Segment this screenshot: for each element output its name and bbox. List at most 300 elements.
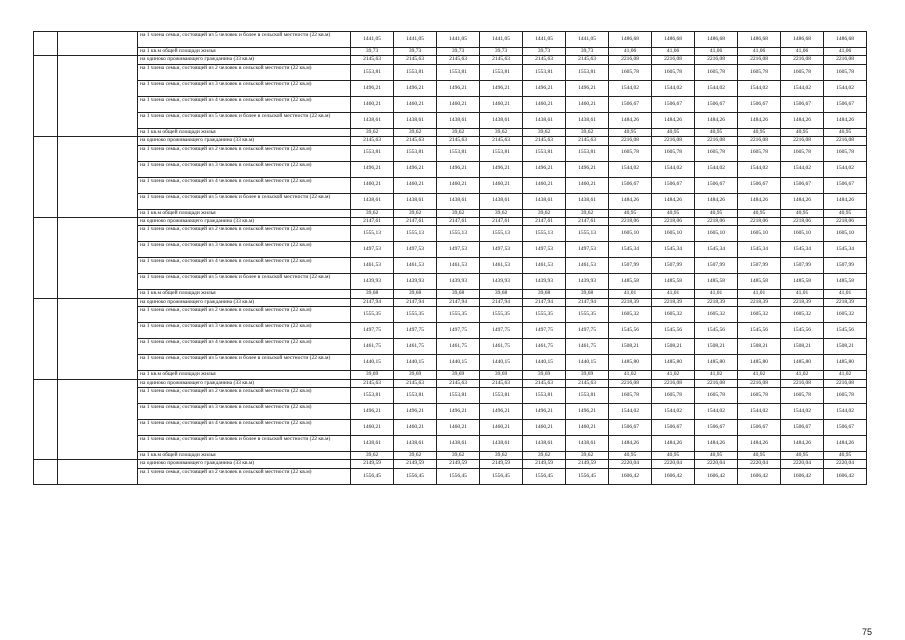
value-cell: 1553,81 xyxy=(566,64,609,80)
value-cell: 39,69 xyxy=(480,371,523,379)
value-cell: 1555,13 xyxy=(480,226,523,242)
value-cell: 1605,78 xyxy=(738,388,781,404)
norm-description: на 1 члена семьи, состоящей из 4 человек в сельской местности (22 кв.м) xyxy=(138,258,351,274)
value-cell: 39,73 xyxy=(523,48,566,56)
value-cell: 1506,67 xyxy=(652,420,695,436)
value-cell: 2218,39 xyxy=(781,298,824,306)
value-cell: 39,73 xyxy=(394,48,437,56)
value-cell: 1545,56 xyxy=(652,323,695,339)
value-cell: 41,06 xyxy=(609,48,652,56)
section-number xyxy=(34,460,58,484)
table-row xyxy=(34,290,867,298)
table-row xyxy=(34,209,867,217)
value-cell: 1460,21 xyxy=(394,177,437,193)
value-cell: 1461,75 xyxy=(566,339,609,355)
value-cell: 1438,61 xyxy=(523,436,566,452)
table-row xyxy=(34,339,867,355)
value-cell: 1460,21 xyxy=(351,96,394,112)
value-cell: 1605,10 xyxy=(695,226,738,242)
value-cell: 2220,04 xyxy=(824,460,867,468)
value-cell: 1497,53 xyxy=(394,242,437,258)
value-cell: 1486,68 xyxy=(738,32,781,48)
value-cell: 1545,56 xyxy=(738,323,781,339)
settlement-name xyxy=(58,32,138,56)
value-cell: 41,06 xyxy=(781,48,824,56)
value-cell: 1484,26 xyxy=(824,436,867,452)
value-cell: 1506,67 xyxy=(652,177,695,193)
value-cell: 1484,26 xyxy=(652,436,695,452)
value-cell: 39,68 xyxy=(480,290,523,298)
value-cell: 1497,53 xyxy=(437,242,480,258)
settlement-name xyxy=(58,460,138,484)
value-cell: 1484,26 xyxy=(738,112,781,128)
value-cell: 1605,32 xyxy=(609,307,652,323)
value-cell: 1605,78 xyxy=(652,64,695,80)
value-cell: 1544,02 xyxy=(652,80,695,96)
value-cell: 1484,26 xyxy=(695,193,738,209)
value-cell: 1497,75 xyxy=(523,323,566,339)
value-cell: 2220,04 xyxy=(652,460,695,468)
value-cell: 1461,75 xyxy=(523,339,566,355)
value-cell: 1508,21 xyxy=(781,339,824,355)
value-cell: 41,01 xyxy=(738,290,781,298)
value-cell: 1605,32 xyxy=(781,307,824,323)
table-row xyxy=(34,298,867,306)
value-cell: 1605,78 xyxy=(695,388,738,404)
value-cell: 1497,75 xyxy=(566,323,609,339)
value-cell: 1438,61 xyxy=(566,112,609,128)
value-cell: 1544,02 xyxy=(824,80,867,96)
value-cell: 1507,99 xyxy=(781,258,824,274)
norm-description: на одиноко проживающего гражданина (33 кв.м) xyxy=(138,298,351,306)
value-cell: 1545,56 xyxy=(695,323,738,339)
value-cell: 1605,78 xyxy=(652,145,695,161)
value-cell: 1605,78 xyxy=(695,64,738,80)
value-cell: 1438,61 xyxy=(351,112,394,128)
value-cell: 1605,10 xyxy=(609,226,652,242)
value-cell: 2145,63 xyxy=(523,379,566,387)
value-cell: 1484,26 xyxy=(652,112,695,128)
value-cell: 1605,78 xyxy=(824,64,867,80)
value-cell: 2145,63 xyxy=(351,137,394,145)
value-cell: 2216,08 xyxy=(609,379,652,387)
value-cell: 2216,08 xyxy=(609,56,652,64)
norm-description: на 1 члена семьи, состоящей из 4 человек в сельской местности (22 кв.м) xyxy=(138,420,351,436)
value-cell: 1440,15 xyxy=(480,355,523,371)
value-cell: 2147,94 xyxy=(566,298,609,306)
value-cell: 39,68 xyxy=(437,290,480,298)
value-cell: 41,02 xyxy=(695,371,738,379)
value-cell: 1507,99 xyxy=(738,258,781,274)
value-cell: 1553,81 xyxy=(351,64,394,80)
value-cell: 1556,45 xyxy=(480,468,523,484)
value-cell: 1438,61 xyxy=(480,436,523,452)
value-cell: 1553,81 xyxy=(351,388,394,404)
value-cell: 1553,81 xyxy=(351,145,394,161)
value-cell: 2149,59 xyxy=(351,460,394,468)
value-cell: 1484,26 xyxy=(781,193,824,209)
value-cell: 2147,94 xyxy=(480,298,523,306)
value-cell: 1545,34 xyxy=(695,242,738,258)
value-cell: 1556,45 xyxy=(523,468,566,484)
value-cell: 1441,05 xyxy=(566,32,609,48)
value-cell: 39,62 xyxy=(566,452,609,460)
value-cell: 1605,10 xyxy=(824,226,867,242)
table-row xyxy=(34,226,867,242)
section-number xyxy=(34,379,58,460)
norm-description: на 1 члена семьи, состоящей из 4 человек в сельской местности (22 кв.м) xyxy=(138,177,351,193)
value-cell: 2147,61 xyxy=(351,218,394,226)
value-cell: 40,95 xyxy=(738,452,781,460)
value-cell: 1507,99 xyxy=(609,258,652,274)
value-cell: 1545,34 xyxy=(824,242,867,258)
table-row xyxy=(34,436,867,452)
norm-description: на 1 члена семьи, состоящей из 2 человек в сельской местности (22 кв.м) xyxy=(138,468,351,484)
table-row xyxy=(34,468,867,484)
value-cell: 1484,26 xyxy=(738,436,781,452)
value-cell: 1496,21 xyxy=(523,161,566,177)
value-cell: 1545,56 xyxy=(609,323,652,339)
value-cell: 1460,21 xyxy=(523,420,566,436)
table-row xyxy=(34,388,867,404)
value-cell: 2216,08 xyxy=(738,379,781,387)
value-cell: 39,73 xyxy=(566,48,609,56)
table-row xyxy=(34,80,867,96)
norm-description: на 1 члена семьи, состоящей из 2 человек в сельской местности (22 кв.м) xyxy=(138,226,351,242)
value-cell: 2149,59 xyxy=(480,460,523,468)
value-cell: 1544,02 xyxy=(738,161,781,177)
value-cell: 1553,81 xyxy=(523,388,566,404)
value-cell: 1556,45 xyxy=(566,468,609,484)
value-cell: 1460,21 xyxy=(351,177,394,193)
value-cell: 1497,75 xyxy=(437,323,480,339)
value-cell: 2145,63 xyxy=(437,56,480,64)
value-cell: 1460,21 xyxy=(437,177,480,193)
table-row xyxy=(34,64,867,80)
value-cell: 39,62 xyxy=(480,452,523,460)
value-cell: 1605,78 xyxy=(781,145,824,161)
value-cell: 2145,63 xyxy=(437,137,480,145)
value-cell: 1555,13 xyxy=(566,226,609,242)
value-cell: 1506,67 xyxy=(609,420,652,436)
value-cell: 40,95 xyxy=(652,209,695,217)
value-cell: 1545,34 xyxy=(738,242,781,258)
value-cell: 1460,21 xyxy=(437,420,480,436)
table-row xyxy=(34,56,867,64)
norm-description: на одиноко проживающего гражданина (33 кв.м) xyxy=(138,56,351,64)
value-cell: 1484,26 xyxy=(824,193,867,209)
value-cell: 1555,13 xyxy=(437,226,480,242)
value-cell: 1506,67 xyxy=(695,177,738,193)
table-row xyxy=(34,193,867,209)
value-cell: 1506,67 xyxy=(609,96,652,112)
value-cell: 41,02 xyxy=(824,371,867,379)
value-cell: 1485,58 xyxy=(695,274,738,290)
value-cell: 1461,75 xyxy=(394,339,437,355)
section-number xyxy=(34,32,58,56)
norm-description: на 1 члена семьи, состоящей из 4 человек в сельской местности (22 кв.м) xyxy=(138,339,351,355)
value-cell: 1605,32 xyxy=(738,307,781,323)
value-cell: 1556,45 xyxy=(437,468,480,484)
value-cell: 1460,21 xyxy=(394,96,437,112)
value-cell: 2145,63 xyxy=(566,137,609,145)
value-cell: 1556,45 xyxy=(394,468,437,484)
value-cell: 40,95 xyxy=(652,452,695,460)
value-cell: 1508,21 xyxy=(738,339,781,355)
value-cell: 2220,04 xyxy=(738,460,781,468)
table-row xyxy=(34,258,867,274)
table-row xyxy=(34,420,867,436)
value-cell: 1496,21 xyxy=(566,80,609,96)
table-row xyxy=(34,32,867,48)
value-cell: 1555,35 xyxy=(351,307,394,323)
value-cell: 1553,81 xyxy=(437,145,480,161)
value-cell: 1506,67 xyxy=(738,96,781,112)
value-cell: 1438,61 xyxy=(437,193,480,209)
value-cell: 40,95 xyxy=(738,209,781,217)
table-row xyxy=(34,128,867,136)
value-cell: 2216,08 xyxy=(781,56,824,64)
value-cell: 2145,63 xyxy=(566,56,609,64)
value-cell: 39,68 xyxy=(566,290,609,298)
value-cell: 1497,53 xyxy=(523,242,566,258)
value-cell: 41,06 xyxy=(695,48,738,56)
value-cell: 1438,61 xyxy=(394,193,437,209)
value-cell: 2145,63 xyxy=(480,56,523,64)
value-cell: 1545,56 xyxy=(824,323,867,339)
value-cell: 2216,08 xyxy=(824,137,867,145)
value-cell: 1440,15 xyxy=(523,355,566,371)
value-cell: 2145,63 xyxy=(351,379,394,387)
value-cell: 39,73 xyxy=(480,48,523,56)
value-cell: 1461,75 xyxy=(437,339,480,355)
norm-description: на 1 члена семьи, состоящей из 3 человек в сельской местности (22 кв.м) xyxy=(138,242,351,258)
value-cell: 1438,61 xyxy=(437,112,480,128)
value-cell: 1544,02 xyxy=(824,404,867,420)
value-cell: 39,73 xyxy=(351,48,394,56)
value-cell: 39,62 xyxy=(523,128,566,136)
value-cell: 1544,02 xyxy=(609,161,652,177)
value-cell: 1438,61 xyxy=(523,193,566,209)
value-cell: 1461,53 xyxy=(394,258,437,274)
value-cell: 2220,04 xyxy=(695,460,738,468)
value-cell: 39,62 xyxy=(437,452,480,460)
value-cell: 1508,21 xyxy=(652,339,695,355)
value-cell: 1605,78 xyxy=(652,388,695,404)
norm-description: на одиноко проживающего гражданина (33 кв.м) xyxy=(138,460,351,468)
value-cell: 2218,06 xyxy=(652,218,695,226)
value-cell: 2218,39 xyxy=(738,298,781,306)
value-cell: 1484,26 xyxy=(781,436,824,452)
value-cell: 1461,75 xyxy=(351,339,394,355)
value-cell: 1496,21 xyxy=(523,404,566,420)
value-cell: 1605,78 xyxy=(609,145,652,161)
value-cell: 1485,80 xyxy=(695,355,738,371)
value-cell: 39,68 xyxy=(394,290,437,298)
value-cell: 1506,67 xyxy=(738,177,781,193)
value-cell: 1496,21 xyxy=(437,161,480,177)
value-cell: 1553,81 xyxy=(480,145,523,161)
value-cell: 1485,80 xyxy=(781,355,824,371)
value-cell: 1440,15 xyxy=(394,355,437,371)
value-cell: 1485,80 xyxy=(609,355,652,371)
table-row xyxy=(34,452,867,460)
value-cell: 2216,08 xyxy=(781,379,824,387)
value-cell: 1605,32 xyxy=(695,307,738,323)
value-cell: 1484,26 xyxy=(652,193,695,209)
table-row xyxy=(34,371,867,379)
value-cell: 1438,61 xyxy=(480,112,523,128)
norm-description: на 1 кв.м общей площади жилья xyxy=(138,209,351,217)
value-cell: 1555,35 xyxy=(523,307,566,323)
table-row xyxy=(34,274,867,290)
value-cell: 40,95 xyxy=(695,128,738,136)
table-row xyxy=(34,460,867,468)
value-cell: 2216,08 xyxy=(652,379,695,387)
value-cell: 1485,80 xyxy=(824,355,867,371)
value-cell: 1461,53 xyxy=(480,258,523,274)
settlement-name xyxy=(58,298,138,379)
value-cell: 2145,63 xyxy=(480,137,523,145)
value-cell: 1544,02 xyxy=(781,161,824,177)
table-row xyxy=(34,161,867,177)
value-cell: 39,62 xyxy=(437,128,480,136)
value-cell: 1496,21 xyxy=(566,404,609,420)
value-cell: 2149,59 xyxy=(566,460,609,468)
value-cell: 2147,94 xyxy=(437,298,480,306)
value-cell: 1544,02 xyxy=(695,404,738,420)
value-cell: 1506,67 xyxy=(824,96,867,112)
value-cell: 1553,81 xyxy=(523,64,566,80)
table-row xyxy=(34,137,867,145)
value-cell: 1484,26 xyxy=(824,112,867,128)
value-cell: 2147,61 xyxy=(523,218,566,226)
value-cell: 2145,63 xyxy=(351,56,394,64)
value-cell: 1461,53 xyxy=(566,258,609,274)
table-row xyxy=(34,242,867,258)
value-cell: 1460,21 xyxy=(480,96,523,112)
value-cell: 1606,42 xyxy=(824,468,867,484)
value-cell: 39,62 xyxy=(523,452,566,460)
value-cell: 1460,21 xyxy=(566,177,609,193)
value-cell: 2216,08 xyxy=(695,56,738,64)
value-cell: 1508,21 xyxy=(824,339,867,355)
value-cell: 40,95 xyxy=(609,452,652,460)
value-cell: 1496,21 xyxy=(480,404,523,420)
norm-description: на 1 члена семьи, состоящей из 5 человек и более в сельской местности (22 кв.м) xyxy=(138,112,351,128)
value-cell: 1440,15 xyxy=(351,355,394,371)
value-cell: 1553,81 xyxy=(480,64,523,80)
value-cell: 2147,94 xyxy=(523,298,566,306)
value-cell: 1460,21 xyxy=(523,177,566,193)
table-row xyxy=(34,218,867,226)
value-cell: 1461,53 xyxy=(437,258,480,274)
value-cell: 1496,21 xyxy=(394,404,437,420)
value-cell: 1460,21 xyxy=(566,96,609,112)
value-cell: 1486,68 xyxy=(652,32,695,48)
value-cell: 1506,67 xyxy=(824,420,867,436)
value-cell: 1508,21 xyxy=(695,339,738,355)
value-cell: 1439,93 xyxy=(480,274,523,290)
value-cell: 1553,81 xyxy=(523,145,566,161)
value-cell: 40,95 xyxy=(824,209,867,217)
value-cell: 1497,75 xyxy=(351,323,394,339)
value-cell: 41,02 xyxy=(738,371,781,379)
norm-description: на 1 члена семьи, состоящей из 5 человек и более в сельской местности (22 кв.м) xyxy=(138,193,351,209)
value-cell: 1544,02 xyxy=(824,161,867,177)
value-cell: 1605,78 xyxy=(738,64,781,80)
value-cell: 1438,61 xyxy=(351,193,394,209)
value-cell: 1508,21 xyxy=(609,339,652,355)
norm-description: на 1 члена семьи, состоящей из 3 человек в сельской местности (22 кв.м) xyxy=(138,161,351,177)
value-cell: 1507,99 xyxy=(824,258,867,274)
value-cell: 1544,02 xyxy=(609,80,652,96)
value-cell: 1544,02 xyxy=(609,404,652,420)
table-row xyxy=(34,404,867,420)
norm-description: на 1 кв.м общей площади жилья xyxy=(138,452,351,460)
value-cell: 39,62 xyxy=(351,452,394,460)
value-cell: 41,01 xyxy=(695,290,738,298)
norm-description: на 1 члена семьи, состоящей из 2 человек в сельской местности (22 кв.м) xyxy=(138,145,351,161)
value-cell: 39,62 xyxy=(480,209,523,217)
value-cell: 1486,68 xyxy=(781,32,824,48)
value-cell: 1461,53 xyxy=(523,258,566,274)
value-cell: 1496,21 xyxy=(523,80,566,96)
value-cell: 1553,81 xyxy=(566,388,609,404)
value-cell: 1461,53 xyxy=(351,258,394,274)
value-cell: 39,62 xyxy=(351,128,394,136)
settlement-name xyxy=(58,56,138,137)
value-cell: 1544,02 xyxy=(695,161,738,177)
value-cell: 2216,08 xyxy=(695,137,738,145)
value-cell: 40,95 xyxy=(609,128,652,136)
value-cell: 2149,59 xyxy=(523,460,566,468)
value-cell: 1460,21 xyxy=(394,420,437,436)
value-cell: 1461,75 xyxy=(480,339,523,355)
value-cell: 2216,08 xyxy=(695,379,738,387)
norm-description: на 1 члена семьи, состоящей из 3 человек в сельской местности (22 кв.м) xyxy=(138,80,351,96)
value-cell: 39,62 xyxy=(566,128,609,136)
section-number xyxy=(34,137,58,218)
value-cell: 1605,78 xyxy=(781,388,824,404)
value-cell: 41,01 xyxy=(652,290,695,298)
value-cell: 2216,08 xyxy=(824,379,867,387)
value-cell: 1605,78 xyxy=(824,145,867,161)
value-cell: 1486,68 xyxy=(695,32,738,48)
value-cell: 1506,67 xyxy=(609,177,652,193)
value-cell: 39,62 xyxy=(566,209,609,217)
value-cell: 1605,78 xyxy=(781,64,824,80)
value-cell: 2220,04 xyxy=(609,460,652,468)
value-cell: 1544,02 xyxy=(781,404,824,420)
value-cell: 1506,67 xyxy=(695,96,738,112)
value-cell: 1555,35 xyxy=(437,307,480,323)
value-cell: 2145,63 xyxy=(480,379,523,387)
value-cell: 2149,59 xyxy=(394,460,437,468)
value-cell: 39,62 xyxy=(351,209,394,217)
value-cell: 1606,42 xyxy=(738,468,781,484)
value-cell: 2218,06 xyxy=(824,218,867,226)
value-cell: 1484,26 xyxy=(609,112,652,128)
norm-description: на 1 кв.м общей площади жилья xyxy=(138,48,351,56)
value-cell: 1553,81 xyxy=(394,388,437,404)
value-cell: 1605,78 xyxy=(695,145,738,161)
table-row xyxy=(34,323,867,339)
value-cell: 1484,26 xyxy=(609,436,652,452)
settlement-name xyxy=(58,379,138,460)
value-cell: 1555,35 xyxy=(394,307,437,323)
value-cell: 1440,15 xyxy=(566,355,609,371)
